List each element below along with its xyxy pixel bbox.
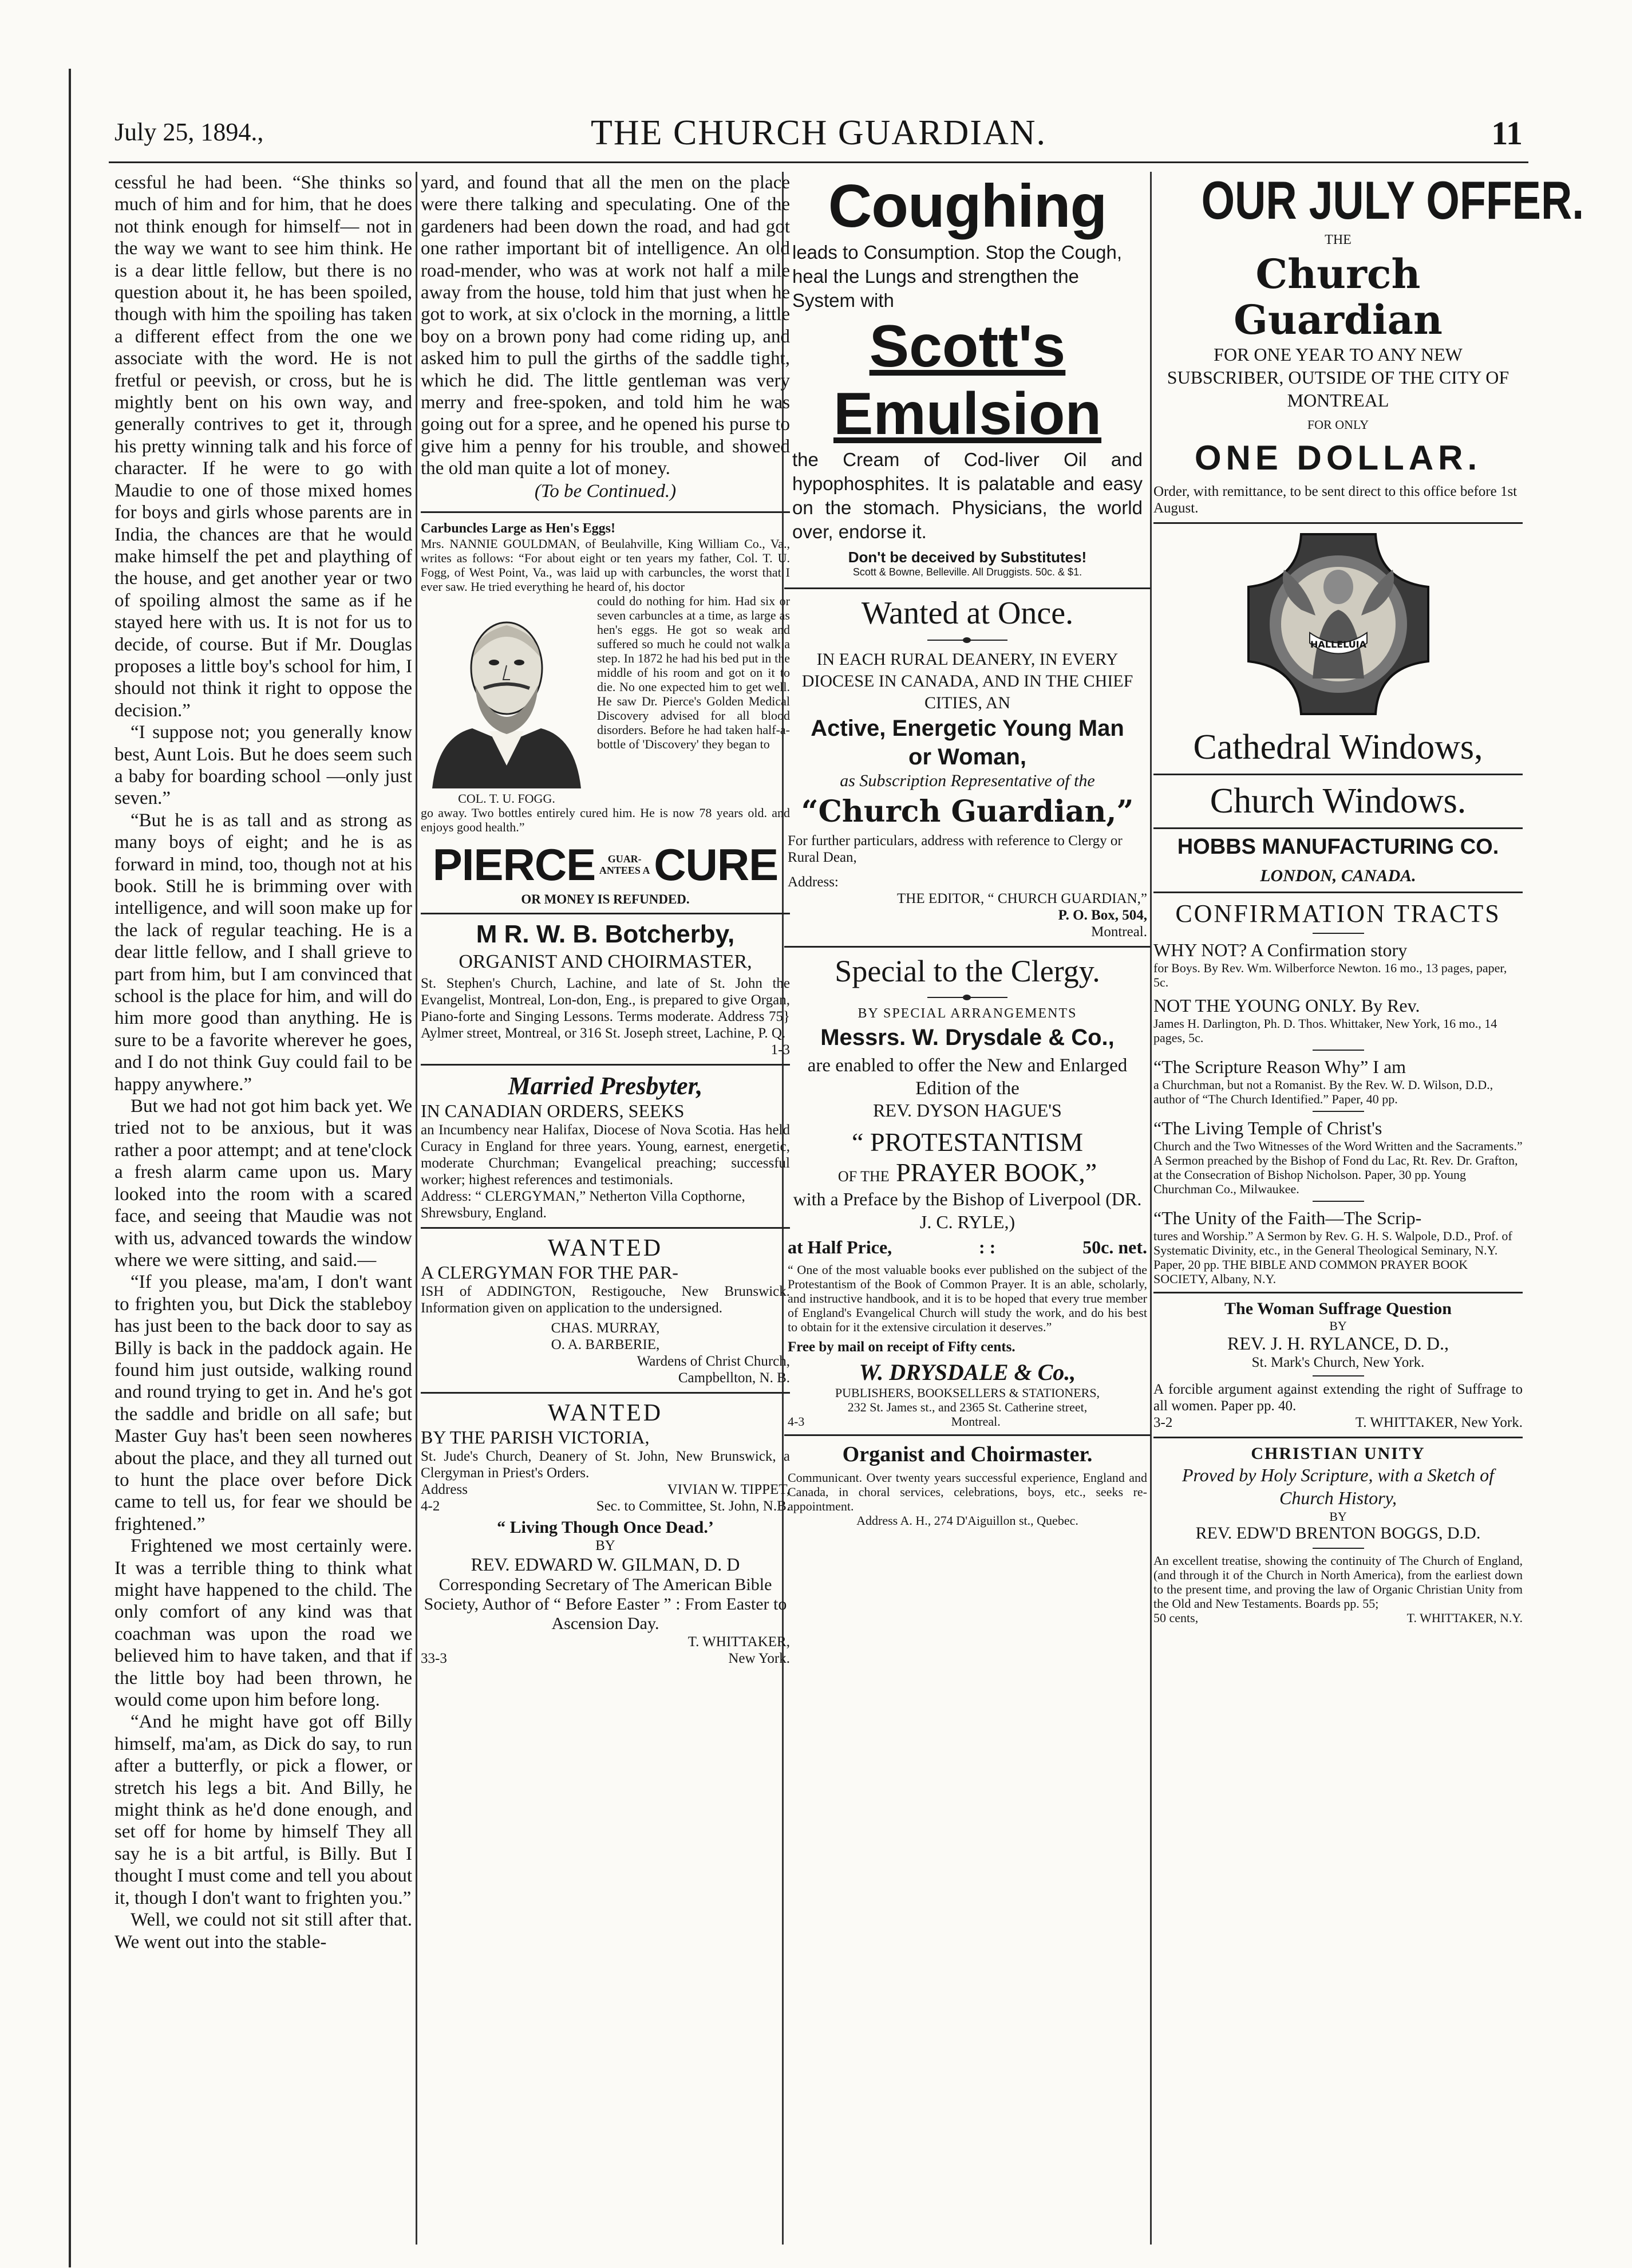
drysdale-name: W. DRYSDALE & Co., [859,1359,1076,1385]
story-paragraph: “But he is as tall and as strong as many boys of eight; and he is as forward in mind, too, though not at his book. Still he is brimming over with intelligence, and will soon make up for the lack of regular teaching. He is a dear little fellow, and I shall grieve to part from him, but I am convinced that school is the place for him, and will do him more good than anything. He is sure to be a favorite wherever he goes, and I do not think Guy could fail to be happy anywhere.” [114,810,412,1095]
signatory-title: Sec. to Committee, St. John, N.B. [596,1498,790,1514]
organist-heading: Organist and Choirmaster. [842,1442,1093,1466]
drysdale-address: 232 St. James st., and 2365 St. Catherine street, [847,1400,1088,1414]
tract-detail: tures and Worship.” A Sermon by Rev. G. H. S. Walpole, D.D., Prof. of Systematic Divinity, etc., in the General Theological Seminary, N.Y. Paper, 20 pp. THE BIBLE AND COMMON PRAYER BOOK SOCIETY, Albany, N.Y. [1153,1229,1512,1286]
ad-ref: 4-3 [788,1414,805,1429]
clergy-firm: Messrs. W. Drysdale & Co., [820,1025,1115,1050]
clergy-author: REV. DYSON HAGUE'S [873,1100,1062,1121]
wanted-once-further: For further particulars, address with reference to Clergy or Rural Dean, [788,833,1123,865]
header-rule [109,161,1528,163]
story-paragraph: Frightened we most certainly were. It was a terrible thing to think what might have happened to the child. The only comfort of any kind was that coachman was upon the road we believed him to have taken, and that if the little boy had been thrown, he would come upon him before long. [114,1536,412,1711]
tract-item [1153,1056,1523,1106]
scotts-brand: Scott's [869,313,1066,380]
windows-ad [1153,530,1523,886]
issue-date: July 25, 1894., [114,118,264,146]
tract-item [1153,995,1523,1045]
book-author: REV. EDWARD W. GILMAN, D. D [471,1553,740,1575]
tract-detail: for Boys. By Rev. Wm. Wilberforce Newton. 16 mo., 13 pages, paper, 5c. [1153,961,1507,989]
box-address: P. O. Box, 504, [1058,908,1147,923]
presbyter-heading: Married Presbyter, [508,1071,703,1100]
presbyter-ad [421,1071,790,1221]
hobbs-maker: HOBBS MANUFACTURING CO. [1177,835,1499,859]
cure-logo: CURE [654,839,779,890]
wanted-text: St. Jude's Church, Deanery of St. John, New Brunswick, a Clergyman in Priest's Orders. [421,1448,790,1481]
clergy-quote: “ One of the most valuable books ever published on the subject of the Protestantism of the Book of Common Prayer. It is an able, scholarly, and instructive handbook, and it is to be hoped that every true member of England's Evangelical Church will study the work, and do his best to obtain for it the extensive circulation it deserves.” [788,1263,1147,1334]
tract-title: WHY NOT? A Confirmation story [1153,940,1408,960]
wanted-once-subscription: as Subscription Representative of the [840,771,1095,790]
unity-text: An excellent treatise, showing the continuity of The Church of England, (and through it of the Church in North America), from the earliest down to the present time, and proving the law of Organic Christian Unity from the Old and New Testaments. Boards pp. 55; [1153,1553,1523,1611]
botcherby-ad [421,920,790,1058]
tract-title: “The Scripture Reason Why” I am [1153,1056,1406,1077]
divider [1313,1201,1364,1202]
offer-price: ONE DOLLAR. [1194,439,1482,477]
tract-item [1153,1208,1523,1286]
church-windows: Church Windows. [1210,782,1467,821]
price-separator: : : [978,1237,996,1257]
clergy-offer-text: are enabled to offer the New and Enlarged Edition of the [807,1055,1128,1099]
divider [784,587,1151,589]
suffrage-ad [1153,1299,1523,1431]
wanted-once-role: Active, Energetic Young Man [811,716,1124,741]
tract-item [1153,940,1523,989]
emulsion-brand: Emulsion [833,381,1102,447]
divider [1313,1548,1364,1549]
tract-title: “The Living Temple of Christ's [1153,1118,1382,1138]
divider [1313,1111,1364,1112]
offer-paper-name: Church Guardian [1234,250,1443,344]
organist-address: Address A. H., 274 D'Aiguillon st., Quebec. [856,1513,1078,1528]
unity-subtitle: Proved by Holy Scripture, with a Sketch of Church History, [1181,1465,1495,1508]
warden-name: O. A. BARBERIE, [551,1336,660,1352]
ad-ref: 4-2 [421,1498,440,1514]
pierce-logo: PIERCE [432,839,596,890]
wanted-at-once-ad [784,595,1151,940]
tract-detail: Church and the Two Witnesses of the Word Written and the Sacraments.” A Sermon preached by the Bishop of Fond du Lac, Rt. Rev. Dr. Grafton, at the Consecration of Bishop Nicholson. Paper, 30 pp. Young Churchman Co., Milwaukee. [1153,1139,1523,1196]
window-banner: HALLELUIA [1310,639,1366,650]
story-paragraph: yard, and found that all the men on the place were there talking and speculating. One of the gardeners had been down the road, and had got one rather important bit of intelligence. An old road-mender, who was at work not half a mile away from the house, told him that just when he got to work, at six o'clock in the morning, a little boy on a brown pony had come riding up, and asked him to pull the girths of the saddle tight, which he did. The little gentleman was very merry and free-spoken, and told him he was going out for a spree, and he opened his purse to give him a penny for his trouble, and showed the old man quite a lot of money. [421,172,790,479]
newspaper-title: THE CHURCH GUARDIAN. [590,113,1047,152]
portrait-block [421,594,592,806]
scotts-text-top: leads to Consumption. Stop the Cough, heal the Lungs and strengthen the System with [792,242,1123,311]
clergy-heading: Special to the Clergy. [835,954,1100,988]
substitutes-warning: Don't be deceived by Substitutes! [848,549,1087,566]
suffrage-church: St. Mark's Church, New York. [1251,1355,1425,1370]
tract-detail: James H. Darlington, Ph. D. Thos. Whittaker, New York, 16 mo., 14 pages, 5c. [1153,1016,1497,1045]
book-title: “ Living Though Once Dead.’ [497,1517,714,1537]
portrait-caption: COL. T. U. FOGG. [458,791,555,806]
july-offer-ad [1153,170,1584,516]
story-paragraph: “And he might have got off Billy himself, ma'am, as Dick do say, to run after a butterfly, or pick a flower, or stretch his legs a bit. And Billy, he might think as he'd done enough, and set off for home by himself They all say he is a bit artful, is Billy. But I thought I must come and tell you about it, though I don't want to frighten you.” [114,1711,412,1908]
story-paragraph: “If you please, ma'am, I don't want to frighten you, but Dick the stableboy has just been to the back door to say as Billy is back in the paddock again. He found him just outside, walking round and round trying to get in. And he's got the saddle and bridle on all safe; but Master Guy has't been seen nowheres about the place, and they all turned out to hunt the place over before Dick came to tell us, for fear we should be frightened.” [114,1272,412,1535]
column-two [421,172,790,2251]
botcherby-name: M R. W. B. Botcherby, [476,920,735,948]
tract-detail: a Churchman, but not a Romanist. By the Rev. W. D. Wilson, D.D., author of “The Church Identified.” Paper, 40 pp. [1153,1078,1493,1106]
divider [421,1064,790,1066]
pierce-advertisement [421,521,790,907]
tract-title: “The Unity of the Faith—The Scrip- [1153,1208,1422,1228]
pierce-side-text: could do nothing for him. Had six or seven carbuncles at a time, as large as hen's eggs. He got so weak and suffered so much he could not walk a step. In 1872 he had his bed put in the middle of his room and got on it to die. No one expected him to get well. He saw Dr. Pierce's Golden Medical Discovery advised for all blood disorders. Before he had taken half-a-bottle of 'Discovery' they began to [597,593,790,751]
christian-unity-ad [1153,1444,1523,1625]
column-four [1153,170,1584,2251]
divider [784,946,1151,948]
ad-ref: 3-2 [1153,1415,1173,1430]
wanted-once-role-2: or Woman, [908,744,1026,770]
hobbs-city: LONDON, CANADA. [1260,866,1416,885]
coughing-headline: Coughing [828,172,1107,240]
wanted-text: ISH of ADDINGTON, Restigouche, New Brunswick. Information given on application to the undersigned. [421,1283,790,1316]
organist-text: Communicant. Over twenty years successful experience, England and Canada, in choral services, celebrations, boys, etc., seeks re-appointment. [788,1470,1147,1513]
special-clergy-ad [784,953,1151,1429]
editor-address: THE EDITOR, “ CHURCH GUARDIAN,” [897,891,1147,906]
guarantees-label: GUAR-ANTEES A [599,853,650,877]
publisher-city: New York. [728,1650,790,1666]
divider [1153,774,1523,775]
to-be-continued: (To be Continued.) [534,480,677,502]
botcherby-title: ORGANIST AND CHOIRMASTER, [459,950,752,972]
tracts-heading: CONFIRMATION TRACTS [1175,900,1501,928]
botcherby-ref: 1-3 [770,1042,790,1058]
portrait-engraving [421,594,592,788]
unity-price: 50 cents, [1153,1611,1199,1625]
unity-heading: CHRISTIAN UNITY [1251,1444,1425,1463]
free-by-mail: Free by mail on receipt of Fifty cents. [788,1339,1015,1355]
story-paragraph: Well, we could not sit still after that. We went out into the stable- [114,1910,412,1953]
story-paragraph: But we had not got him back yet. We tried not to be anxious, but it was rather a poor attempt; and at tene'clock a fresh alarm came upon us. Mary looked into the room with a scared face, and seeing that Maudie was not with us, advanced towards the window where we were sitting, and said.— [114,1096,412,1271]
story-text [114,172,412,1953]
address-label: Address [421,1481,468,1497]
page-left-rule [69,69,71,2267]
divider [421,913,790,914]
cathedral-windows: Cathedral Windows, [1193,728,1483,767]
clergy-book-prefix: OF THE [837,1168,890,1185]
pierce-intro: Mrs. NANNIE GOULDMAN, of Beulahville, King William Co., Va., writes as follows: “For about eight or ten years my father, Col. T. U. Fogg, of West Point, Va., was laid up with carbuncles, the worst that I ever saw. He tried everything he heard of, his doctor [421,536,790,594]
wanted-lead: A CLERGYMAN FOR THE PAR- [421,1261,678,1283]
offer-text: FOR ONE YEAR TO ANY NEW SUBSCRIBER, OUTSIDE OF THE CITY OF MONTREAL [1167,344,1509,411]
divider [1313,933,1364,934]
living-book-ad [421,1518,790,1667]
wanted-once-heading: Wanted at Once. [861,595,1074,631]
drysdale-desc: PUBLISHERS, BOOKSELLERS & STATIONERS, [835,1386,1100,1400]
by-label: BY [1329,1319,1347,1333]
wanted-once-text: IN EACH RURAL DEANERY, IN EVERY DIOCESE IN CANADA, AND IN THE CHIEF CITIES, AN [801,650,1133,712]
story-paragraph: cessful he had been. “She thinks so much of him and for him, that he does not think enough for himself— not in the way we want to see him think. He is a dear little fellow, but there is no question about it, he has been spoiled, though with him the spoiling has taken a different effect from the one we associate with the word. He is not fretful or peevish, or cross, but he is mightly bent on his own way, and generally contrives to get it, through his pretty winning talk and his force of character. If he were to go with Maudie to one of those mixed homes for boys and girls whose parents are in India, the chances are that he would make himself the pet and plaything of the house, and get another year or two of spoiling almost the same as if he stayed here with us. It is not for us to decide, of course. But if Mr. Douglas proposes a little boy's school for him, I should not think it right to oppose the decision.” [114,172,412,721]
clergy-book-title: “ PROTESTANTISM [852,1127,1083,1157]
offer-the: THE [1325,232,1352,247]
clergy-preface: with a Preface by the Bishop of Liverpool (DR. J. C. RYLE,) [793,1189,1142,1232]
divider [1313,1375,1364,1376]
presbyter-text: an Incumbency near Halifax, Diocese of Nova Scotia. Has held Curacy in England for three years. Young, earnest, energetic, moderate Churchman; Evangelical preaching; successful worker; highest references and testimonials. [421,1122,790,1188]
organist-ad [784,1442,1151,1528]
offer-only: FOR ONLY [1307,417,1369,432]
tract-item [1153,1118,1523,1196]
clergy-sub: BY SPECIAL ARRANGEMENTS [858,1006,1077,1021]
book-description: Corresponding Secretary of The American Bible Society, Author of “ Before Easter ” : From Easter to Ascension Day. [424,1575,787,1633]
suffrage-publisher: T. WHITTAKER, New York. [1355,1415,1523,1430]
divider [784,1434,1151,1436]
story-column [114,172,412,2251]
city-address: Montreal. [1091,924,1147,940]
ad-ref: 33-3 [421,1650,447,1666]
divider [1153,892,1523,893]
page-number: 11 [1491,115,1523,152]
botcherby-text: St. Stephen's Church, Lachine, and late of St. John the Evangelist, Montreal, Lon-don, Eng., is prepared to give Organ, Piano-forte and Singing Lessons. Terms moderate. Address 75} Aylmer street, Montreal, or 316 St. Joseph street, Lachine, P. Q. [421,975,790,1041]
pierce-outro: go away. Two bottles entirely cured him. He is now 78 years old. and enjoys good health.” [421,805,790,834]
ornament-rule [927,637,1007,643]
presbyter-address: Address: “ CLERGYMAN,” Netherton Villa Copthorne, Shrewsbury, England. [421,1188,745,1221]
offer-heading: OUR JULY OFFER. [1201,170,1584,230]
scotts-maker: Scott & Bowne, Belleville. All Druggists. 50c. & $1. [852,566,1082,578]
suffrage-text: A forcible argument against extending the right of Suffrage to all women. Paper pp. 40. [1153,1382,1523,1414]
by-label: BY [1329,1509,1347,1524]
scotts-emulsion-ad [784,172,1151,578]
book-publisher: T. WHITTAKER, [687,1634,790,1650]
stained-glass-window [1244,530,1433,719]
divider [421,1227,790,1229]
clergy-book-title-2: PRAYER BOOK,” [896,1158,1097,1187]
warden-title: Wardens of Christ Church, [637,1353,790,1369]
presbyter-lead: IN CANADIAN ORDERS, SEEKS [421,1100,685,1121]
wanted-clergyman-ad [421,1234,790,1386]
divider [421,1392,790,1394]
wanted-once-paper: “Church Guardian,” [801,794,1134,829]
wanted-heading: WANTED [547,1234,663,1261]
divider [1153,1292,1523,1293]
masthead [114,113,1523,157]
column-three [784,172,1151,2251]
wanted-lead: BY THE PARISH VICTORIA, [421,1426,650,1447]
tract-title: NOT THE YOUNG ONLY. By Rev. [1153,995,1420,1016]
pierce-headline: Carbuncles Large as Hen's Eggs! [421,520,616,536]
address-label: Address: [788,874,839,890]
suffrage-author: REV. J. H. RYLANCE, D. D., [1227,1333,1449,1354]
suffrage-heading: The Woman Suffrage Question [1224,1299,1452,1318]
unity-publisher: T. WHITTAKER, N.Y. [1406,1611,1523,1625]
divider [1153,827,1523,829]
offer-note: Order, with remittance, to be sent direct to this office before 1st August. [1153,484,1518,516]
signatory: VIVIAN W. TIPPET, [667,1481,790,1497]
ornament-rule [927,995,1007,1000]
by-label: BY [595,1537,615,1553]
divider [1313,1050,1364,1051]
drysdale-city: Montreal. [951,1414,1001,1429]
warden-place: Campbellton, N. B. [678,1370,790,1386]
wanted-heading: WANTED [547,1399,663,1426]
story-paragraph: “I suppose not; you generally know best, Aunt Lois. But he does seem such a baby for boarding school —only just seven.” [114,722,412,809]
divider [421,511,790,513]
wanted-victoria-ad [421,1399,790,1514]
warden-name: CHAS. MURRAY, [551,1320,660,1336]
divider [1153,522,1523,524]
pierce-tagline: OR MONEY IS REFUNDED. [521,892,690,906]
story-continuation [421,172,790,480]
scotts-text-bottom: the Cream of Cod-liver Oil and hypophosphites. It is palatable and easy on the stomach. Physicians, the world over, endorse it. [792,449,1143,542]
half-price-label: at Half Price, [788,1237,892,1257]
divider [1153,1437,1523,1438]
column-divider [416,172,417,2245]
half-price-value: 50c. net. [1082,1237,1147,1257]
confirmation-tracts-ad [1153,899,1523,1286]
unity-author: REV. EDW'D BRENTON BOGGS, D.D. [1195,1524,1481,1543]
